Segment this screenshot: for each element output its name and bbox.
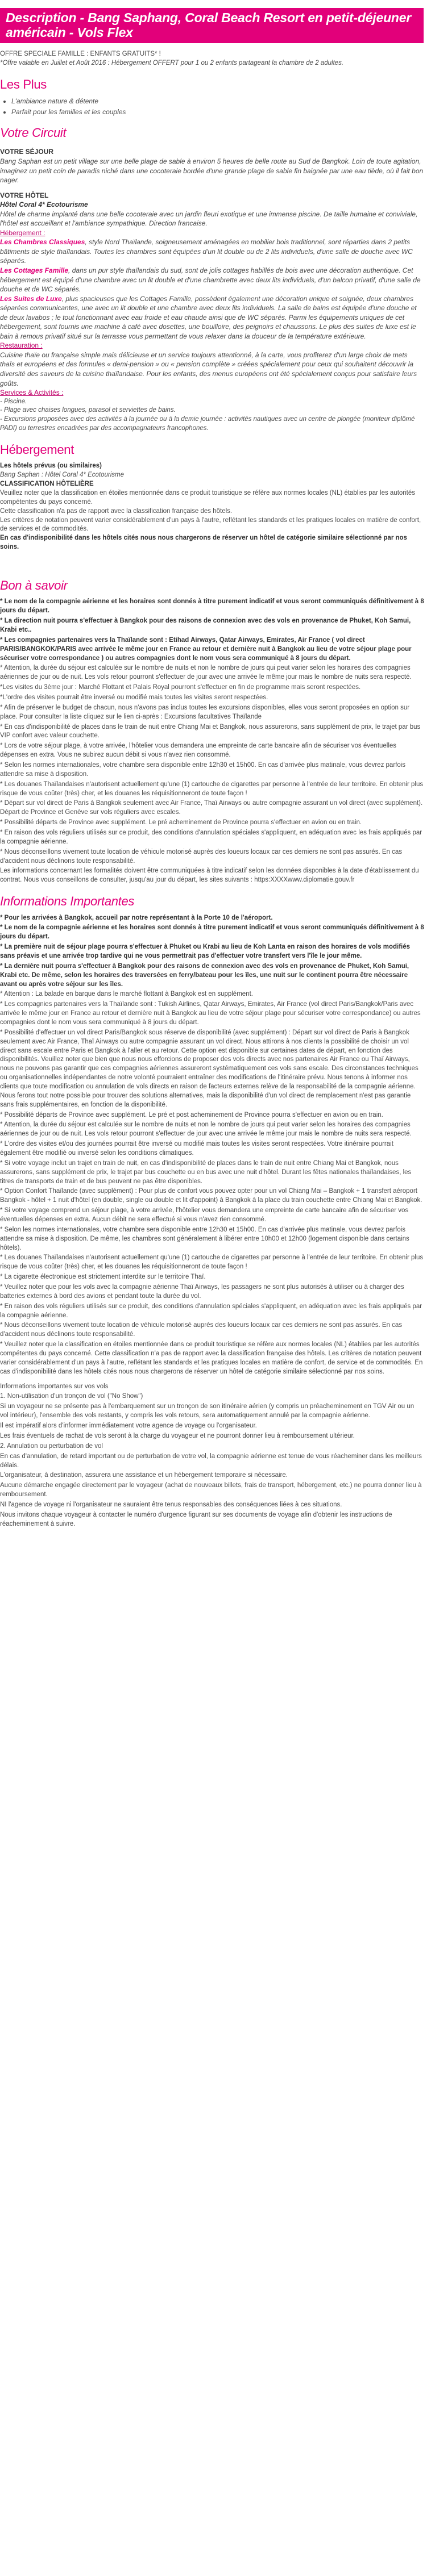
infos-line: * Possibilité départs de Province avec supplément. Le pré et post acheminement de Province pourra s'effectuer en avion ou en train. [0,1111,383,1118]
flights-info-line: L'organisateur, à destination, assurera une assistance et un hébergement temporaire si nécessaire. [0,1472,288,1479]
infos-line: * Le nom de la compagnie aérienne et les horaires sont donnés à titre purement indicatif et vous seront communiqués définitivement à 8 jours du départ. [0,924,424,941]
flights-info-list [0,1392,424,1529]
suites-label: Les Suites de Luxe [0,294,62,303]
infos-line: * Attention, la durée du séjour est calculée sur le nombre de nuits et non le nombre de jours qui peut varier selon les horaires des compagnies aériennes de jour ou de nuit. Les vols retour pourront s'effectuer de jour avec une arrivée le même jour mais le nombre de nuits sera respecté. [0,1121,412,1138]
infos-line: * Option Confort Thaïlande (avec supplément) : Pour plus de confort vous pouvez opter pour un vol Chiang Mai – Bangkok + 1 transfert aéroport Bangkok - hôtel + 1 nuit d'hôtel (en double, single ou double et lit d'appoint) à Bangkok à la place du train couchette entre Chiang Mai et Bangkok. [0,1188,422,1204]
infos-line: * En raison des vols réguliers utilisés sur ce produit, des conditions d'annulation spéciales s'appliquent, en adéquation avec les frais appliqués par la compagnie aérienne. [0,1302,422,1319]
flights-info-block [0,1383,424,1529]
classification-text-2: Cette classification n'a pas de rapport avec la classification française des hôtels. [0,507,233,515]
flights-info-title: Informations importantes sur vos vols [0,1383,109,1390]
infos-line: * La dernière nuit pourra s'effectuer à Bangkok pour des raisons de connexion avec des vols en provenance de Phuket, Koh Samui, Krabi etc. De même, selon les horaires des traversées en ferry/bateau pour les îles, une nuit sur le continent pourra être nécessaire avant ou après votre séjour sur les îles. [0,962,409,988]
flights-info-line: Nous invitons chaque voyageur à contacter le numéro d'urgence figurant sur ses documents de voyage afin d'obtenir les instructions de réacheminement à suivre. [0,1511,392,1527]
services-list [0,398,424,433]
bon-savoir-line: *Les visites du 3ème jour : Marché Flottant et Palais Royal pourront s'effectuer en fin de programme mais seront respectées. [0,684,361,691]
sejour-text: Bang Saphan est un petit village sur une belle plage de sable à environ 5 heures de belle route au Sud de Bangkok. Loin de toute agitation, imaginez un petit coin de paradis niché dans une cocoteraie bordée d'une grande plage de sable fin baignée par une eau tiède, où il fait bon nager. [0,157,424,185]
infos-line: * Les douanes Thaïlandaises n'autorisent actuellement qu'une (1) cartouche de cigarettes par personne à l'entrée de leur territoire. En obtenir plus risque de vous coûter (très) cher, et les douanes les réquisitionneront de toute façon ! [0,1254,424,1271]
services-line: - Plage avec chaises longues, parasol et serviettes de bains. [0,407,176,414]
infos-line: * Possibilité d'effectuer un vol direct Paris/Bangkok sous réserve de disponibilité (avec supplément) : Départ sur vol direct de Paris à Bangkok seulement avec Air France, Thaï Airways ou autre compagnie assurant un vol direct. Nous attirons à nos clients la possibilité de choisir un vol direct sans escale entre Paris et Bangkok à l'aller et au retour. Cette option est disponible sur certaines dates de départ, en fonction des disponibilités. Veuillez noter que bien que nous nous efforcions de proposer des vols directs avec nos partenaires Air France ou Thaï Airways, nous ne pouvons pas garantir que ces compagnies aériennes assureront systématiquement ces vols sans escale. Des circonstances techniques ou organisationnelles indépendantes de notre volonté pourraient entraîner des modifications de l'itinéraire prévu. Nous tenons à informer nos clients que toute modification ou annulation de vols directs en raison de facteurs externes relève de la responsabilité de la compagnie aérienne. Nous ferons tout notre possible pour trouver des solutions alternatives, mais la disponibilité d'un vol direct de remplacement n'est pas garantie sans frais supplémentaires, en fonction de la disponibilité. [0,1029,418,1108]
bon-savoir-line: *L'ordre des visites pourrait être inversé ou modifié mais toutes les visites seront respectées. [0,694,268,701]
circuit-heading: Votre Circuit [0,126,67,140]
bon-savoir-line: * Possibilité départs de Province avec supplément. Le pré acheminement de Province pourra s'effectuer en avion ou en train. [0,819,362,826]
hotel-name: Hôtel Coral 4* Ecotourisme [0,201,88,209]
hotel-title: VOTRE HÔTEL [0,191,49,199]
infos-heading: Informations Importantes [0,894,135,909]
bon-savoir-line: Les informations concernant les formalités doivent être communiquées à titre indicatif selon les données disponibles à la date d'établissement du contrat. Nous vous conseillons de consulter, jusqu'au jour du départ, les sites suivants : https:XXXXwww.diplomatie.gouv.fr [0,867,419,884]
cottages-text: , dans un pur style thaïlandais du sud, sont de jolis cottages habillés de bois avec une décoration authentique. Cet hébergement est équipé d'une chambre avec un lit double et d'une chambrette avec deux lits individuels, d'un balcon privatif, d'une salle de douche et de WC séparés. [0,266,421,294]
classification-text: Veuillez noter que la classification en étoiles mentionnée dans ce produit touristique se réfère aux normes locales (NL) établies par les autorités compétentes du pays concerné. [0,490,416,506]
flights-info-line: Aucune démarche engagée directement par le voyageur (achat de nouveaux billets, frais de transport, hébergement, etc.) ne pourra donner lieu à remboursement. [0,1482,422,1498]
infos-line: * Si votre voyage inclut un trajet en train de nuit, en cas d'indisponibilité de places dans le train de nuit entre Chiang Mai et Bangkok, nous assurerons, sans supplément de prix, le trajet par bus couchette ou en bus avec une nuit d'hôtel. Durant les fêtes nationales thaïlandaises, les titres de transports de train et de bus peuvent ne pas être disponibles. [0,1159,412,1185]
classiques-paragraph [0,237,424,266]
bon-savoir-list [0,598,424,885]
hotels-label: Les hôtels prévus (ou similaires) [0,462,102,470]
plus-item: • Parfait pour les familles et les couples [11,107,424,117]
services-label: Services & Activités : [0,389,64,397]
infos-line: * Selon les normes internationales, votre chambre sera disponible entre 12h30 et 15h00. En cas d'arrivée plus matinale, vous devrez parfois attendre sa mise à disposition. De même, les chambres sont généralement à libérer entre 10h00 et 12h00 (logement disponible dans certains hôtels). [0,1226,409,1251]
infos-list [0,914,424,1377]
hebergement-label: Hébergement : [0,228,45,237]
offer-line-1: OFFRE SPECIALE FAMILLE : ENFANTS GRATUITS* ! [0,50,161,57]
bon-savoir-line: * Les douanes Thaïlandaises n'autorisent actuellement qu'une (1) cartouche de cigarettes par personne à l'entrée de leur territoire. En obtenir plus risque de vous coûter (très) cher, et les douanes les réquisitionneront de toute façon ! [0,780,424,797]
cottages-paragraph [0,266,424,294]
classiques-label: Les Chambres Classiques [0,238,85,247]
content [0,50,428,1529]
services-line: - Piscine. [0,398,27,405]
bon-savoir-line: * Selon les normes internationales, votre chambre sera disponible entre 12h30 et 15h00. En cas d'arrivée plus matinale, vous devrez parfois attendre sa mise à disposition. [0,761,406,778]
infos-line: * Veuillez noter que pour les vols avec la compagnie aérienne Thaï Airways, les passagers ne sont plus autorisés à utiliser ou à charger des batteries externes à bord des avions et pendant toute la durée du vol. [0,1284,404,1300]
services-line: - Excursions proposées avec des activités à la journée ou à la demie journée : activités nautiques avec un centre de plongée (moniteur diplômé PADI) ou terrestres encadrées par des accompagnateurs francophones. [0,416,415,432]
restauration-label: Restauration : [0,341,43,350]
infos-line: * Les compagnies partenaires vers la Thaïlande sont : Tukish Airlines, Qatar Airways, Emirates, Air France (vol direct Paris/Bangkok/Paris avec arrivée le même jour en France au retour et dernière nuit à Bangkok au lieu de votre séjour plage pour sécuriser votre correspondance) ou autres compagnies dont le nom vous sera communiqué à 8 jours du départ. [0,1001,421,1026]
plus-heading: Les Plus [0,77,47,91]
bon-savoir-line: * En raison des vols réguliers utilisés sur ce produit, des conditions d'annulation spéciales s'appliquent, en adéquation avec les frais appliqués par la compagnie aérienne. [0,829,422,845]
infos-line: * Nous déconseillons vivement toute location de véhicule motorisé auprès des loueurs locaux car ces derniers ne sont pas assurés. En cas d'accident nous déclinons toute responsabilité. [0,1322,402,1338]
bon-savoir-heading: Bon à savoir [0,578,68,593]
flights-info-line: Les frais éventuels de rachat de vols seront à la charge du voyageur et ne pourront donner lieu à remboursement ultérieur. [0,1432,355,1439]
plus-item: • L'ambiance nature & détente [11,97,424,106]
hotels-value: Bang Saphan : Hôtel Coral 4* Ecotourisme [0,471,124,479]
flights-info-line: Il est impératif alors d'informer immédiatement votre agence de voyage ou l'organisateur. [0,1422,257,1430]
infos-line: * Pour les arrivées à Bangkok, accueil par notre représentant à la Porte 10 de l'aéroport. [0,914,273,921]
sejour-title: VOTRE SÉJOUR [0,148,54,156]
bon-savoir-line: * Attention, la durée du séjour est calculée sur le nombre de nuits et non le nombre de jours qui peut varier selon les horaires des compagnies aériennes de jour ou de nuit. Les vols retour pourront s'effectuer de jour avec une arrivée le même jour mais le nombre de nuits sera respecté. [0,665,412,681]
flights-info-line: Si un voyageur ne se présente pas à l'embarquement sur un tronçon de son itinéraire aérien (y compris un préacheminement en TGV Air ou un vol intérieur), l'ensemble des vols restants, y compris les vols retours, sera automatiquement annulé par la compagnie aérienne. [0,1403,415,1419]
bon-savoir-line: * Nous déconseillons vivement toute location de véhicule motorisé auprès des loueurs locaux car ces derniers ne sont pas assurés. En cas d'accident nous déclinons toute responsabilité. [0,848,402,865]
availability-note: En cas d'indisponibilité dans les hôtels cités nous nous chargerons de réserver un hôtel de catégorie similaire sélectionné par nos soins. [0,535,407,551]
special-offer [0,50,424,68]
sejour-block [0,147,424,185]
offer-line-2: *Offre valable en Juillet et Août 2016 : Hébergement OFFERT pour 1 ou 2 enfants partageant la chambre de 2 adultes. [0,59,344,66]
infos-line: * L'ordre des visites et/ou des journées pourrait être inversé ou modifié mais toutes les visites seront respectées. Votre itinéraire pourrait également être modifié ou inversé selon les conditions climatiques. [0,1141,393,1157]
page-title: Description - Bang Saphang, Coral Beach Resort en petit-déjeuner américain - Vols Flex [0,8,424,43]
bon-savoir-line: * Afin de préserver le budget de chacun, nous n'avons pas inclus toutes les excursions disponibles, elles vous seront proposées en option sur place. Pour consulter la liste cliquez sur le lien ci-après : Excursions facultatives Thaïlande [0,704,410,720]
classiques-text: , style Nord Thaïlande, soigneusement aménagées en mobilier bois traditionnel, sont réparties dans 2 petits bâtiments de style thaïlandais. Toutes les chambres sont équipées d'un lit double ou de 2 lits individuels, d'une salle de douche avec WC séparés. [0,238,413,265]
infos-line: * La cigarette électronique est strictement interdite sur le territoire Thaï. [0,1274,206,1281]
suites-text: , plus spacieuses que les Cottages Famille, possèdent également une décoration unique et soignée, deux chambres séparées communicantes, une avec un lit double et une chambre avec deux lits individuels. La salle de bains est équipée d'une douche et de deux lavabos ; le tout fonctionnant avec eau froide et eau chaude ainsi que de WC séparés. Parmi les équipements uniques de cet hébergement, sont fournis une machine à café avec dosettes, une bouilloire, des peignoirs et chaussons. Le plus des suites de luxe est le bain à remous privatif situé sur la terrasse vous permettant de vous relaxer dans la douceur de la température extérieure. [0,294,417,340]
infos-line: * Attention : La balade en barque dans le marché flottant à Bangkok est en supplément. [0,991,253,998]
restauration-text: Cuisine thaïe ou française simple mais délicieuse et un service toujours attentionné, à la carte, vous profiterez d'un large choix de mets thaïs et européens et des formules « demi-pension » ou « pension complète » créées spécialement pour ceux qui souhaitent découvrir la diversité des saveurs de la cuisine thaïlandaise. Pour les enfants, des menus européens ont été spécialement conçus pour satisfaire leurs goûts. [0,350,417,387]
hotel-block [0,191,424,228]
flights-info-line: 2. Annulation ou perturbation de vol [0,1442,103,1450]
flights-info-line: NI l'agence de voyage ni l'organisateur ne sauraient être tenus responsables des conséquences liées à ces situations. [0,1501,342,1508]
bon-savoir-line: * La direction nuit pourra s'effectuer à Bangkok pour des raisons de connexion avec des vols en provenance de Phuket, Koh Samui, Krabi etc.. [0,617,411,633]
flights-info-line: En cas d'annulation, de retard important ou de perturbation de votre vol, la compagnie aérienne est tenue de vous réacheminer dans les meilleurs délais. [0,1452,422,1469]
suites-paragraph [0,294,424,341]
bon-savoir-line: * Le nom de la compagnie aérienne et les horaires sont donnés à titre purement indicatif et vous seront communiqués définitivement à 8 jours du départ. [0,598,424,615]
hotel-text: Hôtel de charme implanté dans une belle cocoteraie avec un jardin fleuri exotique et une immense piscine. De taille humaine et conviviale, l'hôtel est accueillant et l'ambiance sympathique. Direction francaise. [0,210,418,228]
bon-savoir-line: * En cas d'indisponibilité de places dans le train de nuit entre Chiang Mai et Bangkok, nous assurerons, sans supplément de prix, le trajet par bus VIP confort avec valeur couchette. [0,723,421,740]
classification-label: CLASSIFICATION HÔTELIÈRE [0,481,94,488]
hebergement-heading: Hébergement [0,442,74,457]
plus-list [0,97,424,116]
flights-info-line: 1. Non-utilisation d'un tronçon de vol ("No Show") [0,1393,143,1400]
infos-line: * Veuillez noter que la classification en étoiles mentionnée dans ce produit touristique se réfère aux normes locales (NL) établies par les autorités compétentes du pays concerné. Cette classification n'a pas de rapport avec la classification française des hôtels. Les critères de notation peuvent varier considérablement d'un pays à l'autre, reflétant les standards et les pratiques locales en matière de confort, de service et de commodités. En cas d'indisponibilité dans les hôtels cités nous nous chargerons de réserver un hôtel de catégorie similaire sélectionné par nos soins. [0,1341,423,1375]
classification-text-3: Les critères de notation peuvent varier considérablement d'un pays à l'autre, reflétant les standards et les pratiques locales en matière de confort, de services et de commodités. [0,516,421,533]
bon-savoir-line: * Départ sur vol direct de Paris à Bangkok seulement avec Air France, Thaï Airways ou autre compagnie assurant un vol direct (avec supplément). Départ de Province et Genève sur vols réguliers avec escales. [0,800,423,816]
infos-line: * Si votre voyage comprend un séjour plage, à votre arrivée, l'hôtelier vous demandera une empreinte de carte bancaire afin de sécuriser vos éventuelles dépenses en extra. Aucun débit ne sera effectué si vous n'avez rien consommé. [0,1207,409,1224]
infos-line: * La première nuit de séjour plage pourra s'effectuer à Phuket ou Krabi au lieu de Koh Lanta en raison des horaires de vols modifiés sans préavis et une arrivée trop tardive qui ne vous permettrait pas d'effectuer votre transfert vers l'île le jour même. [0,943,411,959]
bon-savoir-line: * Les compagnies partenaires vers la Thaïlande sont : Etihad Airways, Qatar Airways, Emirates, Air France ( vol direct PARIS/BANGKOK/PARIS avec arrivée le même jour en France au retour et dernière nuit à Bangkok au lieu de votre séjour plage pour sécuriser votre correspondance ) ou autres compagnies dont le nom vous sera communiqué à 8 jours du départ. [0,636,412,662]
bon-savoir-line: * Lors de votre séjour plage, à votre arrivée, l'hôtelier vous demandera une empreinte de carte bancaire afin de sécuriser vos éventuelles dépenses en extra. Vous ne subirez aucun débit si vous n'avez rien consommé. [0,742,397,759]
cottages-label: Les Cottages Famille [0,266,69,274]
